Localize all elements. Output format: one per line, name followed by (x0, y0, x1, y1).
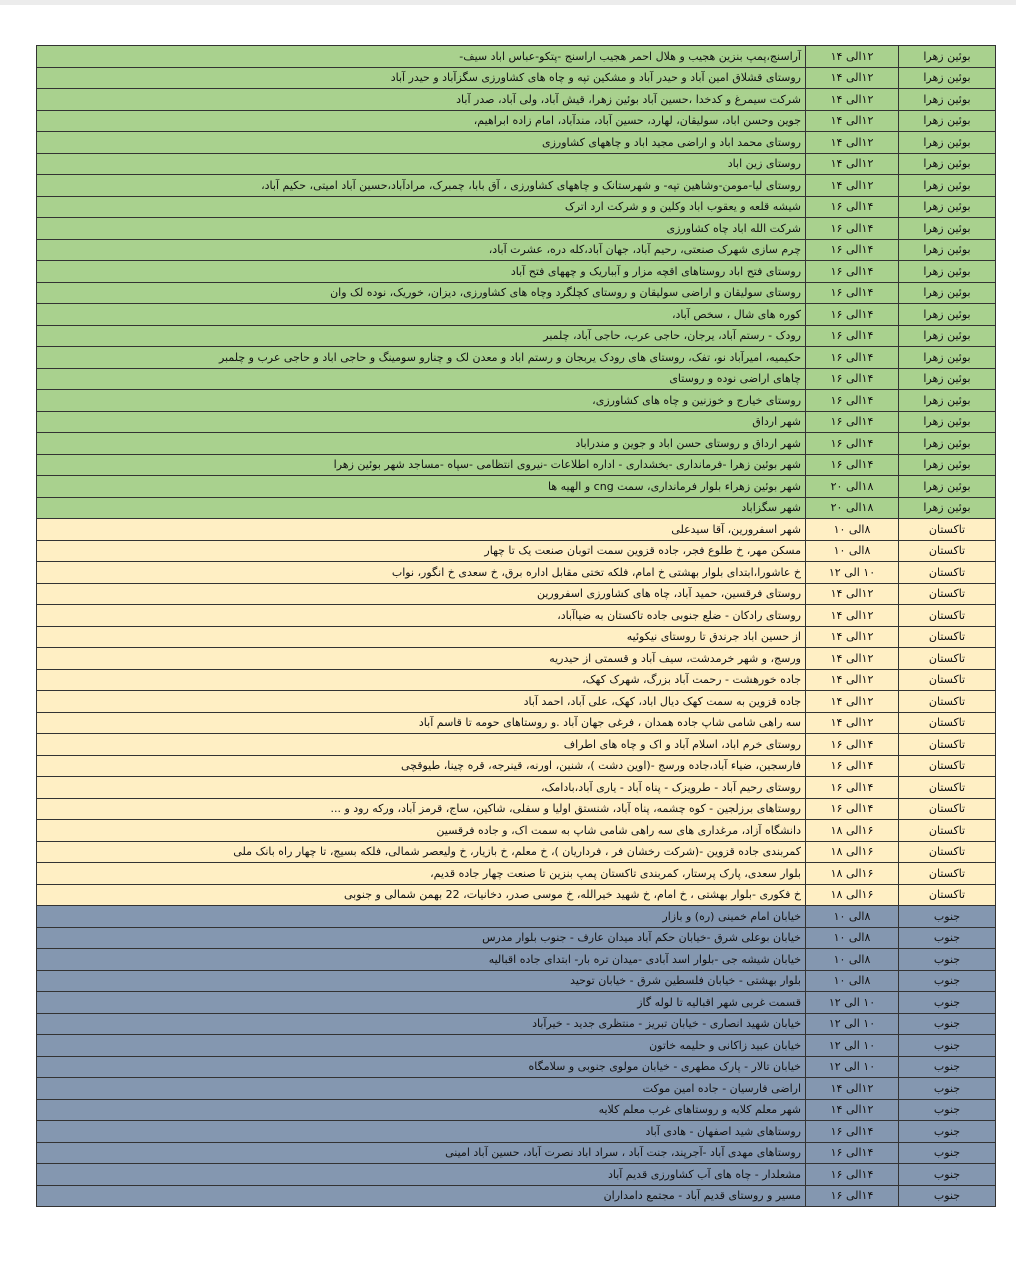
region-cell: تاکستان (899, 626, 996, 648)
area-cell: سه راهی شامی شاپ جاده همدان ، فرغی جهان آباد .و روستاهای حومه تا قاسم آباد (37, 712, 806, 734)
area-cell: روستای قشلاق امین آباد و حیدر آباد و مشکین تپه و چاه های کشاورزی سگزآباد و حیدر آباد (37, 67, 806, 89)
time-cell: ۱۰ الی ۱۲ (806, 1013, 899, 1035)
area-cell: روستای خرم اباد، اسلام آباد و اک و چاه های اطراف (37, 734, 806, 756)
time-cell: ۱۶الی ۱۸ (806, 820, 899, 842)
area-cell: مسکن مهر، خ طلوع فجر، جاده قزوین سمت اتوبان صنعت یک تا چهار (37, 540, 806, 562)
table-row (37, 605, 996, 627)
region-cell: تاکستان (899, 583, 996, 605)
area-cell: شهر ارداق و روستای حسن اباد و جوین و مندراباد (37, 433, 806, 455)
region-cell: تاکستان (899, 648, 996, 670)
time-cell: ۱۲الی ۱۴ (806, 110, 899, 132)
time-cell: ۱۴الی ۱۶ (806, 1185, 899, 1207)
time-cell: ۱۴الی ۱۶ (806, 433, 899, 455)
area-cell: خیابان شیشه جی -بلوار اسد آبادی -میدان تره بار- ابتدای جاده اقبالیه (37, 949, 806, 971)
time-cell: ۸الی ۱۰ (806, 906, 899, 928)
region-cell: جنوب (899, 927, 996, 949)
table-row (37, 1078, 996, 1100)
area-cell: روستاهای برزلجین - کوه چشمه، پناه آباد، شنستق اولیا و سفلی، شاکین، ساج، قرمز آباد، ورکه رود و ... (37, 798, 806, 820)
table-row (37, 132, 996, 154)
area-cell: رودک - رستم آباد، یرجان، حاجی عرب، حاجی آباد، چلمبر (37, 325, 806, 347)
time-cell: ۱۲الی ۱۴ (806, 67, 899, 89)
time-cell: ۱۴الی ۱۶ (806, 196, 899, 218)
time-cell: ۱۴الی ۱۶ (806, 454, 899, 476)
time-cell: ۱۶الی ۱۸ (806, 841, 899, 863)
time-cell: ۱۸الی ۲۰ (806, 476, 899, 498)
table-row (37, 497, 996, 519)
time-cell: ۱۲الی ۱۴ (806, 89, 899, 111)
time-cell: ۱۰ الی ۱۲ (806, 1056, 899, 1078)
table-row (37, 347, 996, 369)
time-cell: ۱۲الی ۱۴ (806, 1078, 899, 1100)
top-strip (0, 0, 1016, 5)
area-cell: شهر بوئین زهراء بلوار فرمانداری، سمت cng و الهیه ها (37, 476, 806, 498)
region-cell: بوئین زهرا (899, 497, 996, 519)
table-row (37, 46, 996, 68)
area-cell: از حسین اباد جرندق تا روستای نیکوئیه (37, 626, 806, 648)
area-cell: بلوار سعدی، پارک پرستار، کمربندی تاکستان پمپ بنزین تا صنعت چهار جاده قدیم، (37, 863, 806, 885)
table-row (37, 820, 996, 842)
region-cell: بوئین زهرا (899, 175, 996, 197)
area-cell: دانشگاه آزاد، مرغداری های سه راهی شامی شاپ به سمت اک، و جاده فرقسین (37, 820, 806, 842)
area-cell: کوره های شال ، سخص آباد، (37, 304, 806, 326)
table-row (37, 261, 996, 283)
area-cell: بلوار بهشتی - خیابان فلسطین شرق - خیابان توحید (37, 970, 806, 992)
region-cell: تاکستان (899, 562, 996, 584)
region-cell: تاکستان (899, 519, 996, 541)
region-cell: بوئین زهرا (899, 67, 996, 89)
region-cell: تاکستان (899, 669, 996, 691)
region-cell: جنوب (899, 1035, 996, 1057)
table-row (37, 1013, 996, 1035)
region-cell: بوئین زهرا (899, 218, 996, 240)
table-row (37, 519, 996, 541)
time-cell: ۱۴الی ۱۶ (806, 777, 899, 799)
region-cell: بوئین زهرا (899, 110, 996, 132)
area-cell: کمربندی جاده قزوین -(شرکت رخشان فر ، فرداریان )، خ معلم، خ بازیار، خ ولیعصر شمالی، فلکه بسیج، تا چهار راه بانک ملی (37, 841, 806, 863)
time-cell: ۱۴الی ۱۶ (806, 368, 899, 390)
area-cell: فارسجین، ضیاء آباد،جاده ورسج -(اوین دشت )، شنین، اورنه، قینرجه، قره چینا، طیوقچی (37, 755, 806, 777)
table-row (37, 669, 996, 691)
time-cell: ۱۲الی ۱۴ (806, 46, 899, 68)
time-cell: ۱۴الی ۱۶ (806, 798, 899, 820)
table-row (37, 153, 996, 175)
table-row (37, 218, 996, 240)
area-cell: چرم سازی شهرک صنعتی، رحیم آباد، جهان آباد،کله دره، عشرت آباد، (37, 239, 806, 261)
time-cell: ۱۲الی ۱۴ (806, 583, 899, 605)
region-cell: بوئین زهرا (899, 239, 996, 261)
time-cell: ۸الی ۱۰ (806, 540, 899, 562)
table-row (37, 239, 996, 261)
table-row (37, 411, 996, 433)
time-cell: ۱۶الی ۱۸ (806, 863, 899, 885)
region-cell: بوئین زهرا (899, 433, 996, 455)
region-cell: تاکستان (899, 820, 996, 842)
table-row (37, 175, 996, 197)
region-cell: بوئین زهرا (899, 261, 996, 283)
region-cell: جنوب (899, 1185, 996, 1207)
table-row (37, 1035, 996, 1057)
time-cell: ۱۲الی ۱۴ (806, 1099, 899, 1121)
table-row (37, 841, 996, 863)
region-cell: تاکستان (899, 777, 996, 799)
table-row (37, 476, 996, 498)
region-cell: تاکستان (899, 712, 996, 734)
region-cell: بوئین زهرا (899, 132, 996, 154)
table-row (37, 863, 996, 885)
area-cell: روستای رادکان - ضلع جنوبی جاده تاکستان به ضیاآباد، (37, 605, 806, 627)
area-cell: اراضی فارسیان - جاده امین موکت (37, 1078, 806, 1100)
table-row (37, 1056, 996, 1078)
area-cell: شرکت الله اباد چاه کشاورزی (37, 218, 806, 240)
region-cell: بوئین زهرا (899, 304, 996, 326)
region-cell: تاکستان (899, 798, 996, 820)
area-cell: مسیر و روستای قدیم آباد - مجتمع دامداران (37, 1185, 806, 1207)
area-cell: قسمت غربی شهر اقبالیه تا لوله گاز (37, 992, 806, 1014)
table-row (37, 1099, 996, 1121)
area-cell: جوین وحسن اباد، سولیقان، لهارد، حسین آباد، مندآباد، امام زاده ابراهیم، (37, 110, 806, 132)
region-cell: جنوب (899, 949, 996, 971)
area-cell: خ فکوری -بلوار بهشتی ، خ امام، خ شهید خیرالله، خ موسی صدر، دخانیات، 22 بهمن شمالی و جنوبی (37, 884, 806, 906)
area-cell: شهر سگزاباد (37, 497, 806, 519)
table-row (37, 626, 996, 648)
time-cell: ۱۲الی ۱۴ (806, 648, 899, 670)
area-cell: شهر ارداق (37, 411, 806, 433)
time-cell: ۱۴الی ۱۶ (806, 1142, 899, 1164)
region-cell: تاکستان (899, 884, 996, 906)
area-cell: روستاهای مهدی آباد -آجرپند، جنت آباد ، سراد اباد نصرت آباد، حسین آباد امینی (37, 1142, 806, 1164)
table-row (37, 949, 996, 971)
area-cell: خیابان شهید انصاری - خیابان تبریز - منتظری جدید - خیرآباد (37, 1013, 806, 1035)
table-row (37, 992, 996, 1014)
table-row (37, 1142, 996, 1164)
time-cell: ۱۴الی ۱۶ (806, 325, 899, 347)
table-row (37, 110, 996, 132)
time-cell: ۱۲الی ۱۴ (806, 153, 899, 175)
region-cell: تاکستان (899, 863, 996, 885)
area-cell: خیابان بوعلی شرق -خیابان حکم آباد میدان عارف - جنوب بلوار مدرس (37, 927, 806, 949)
table-row (37, 89, 996, 111)
area-cell: خ عاشورا،ابتدای بلوار بهشتی خ امام، فلکه تختی مقابل اداره برق، خ سعدی خ انگور، نواب (37, 562, 806, 584)
table-row (37, 755, 996, 777)
table-row (37, 927, 996, 949)
table-row (37, 648, 996, 670)
region-cell: بوئین زهرا (899, 153, 996, 175)
time-cell: ۱۲الی ۱۴ (806, 175, 899, 197)
region-cell: جنوب (899, 1164, 996, 1186)
time-cell: ۱۴الی ۱۶ (806, 411, 899, 433)
area-cell: روستای فتح اباد روستاهای اقچه مزار و آبباریک و چههای فتح آباد (37, 261, 806, 283)
time-cell: ۱۴الی ۱۶ (806, 390, 899, 412)
area-cell: روستای فرقسین، حمید آباد، چاه های کشاورزی اسفرورین (37, 583, 806, 605)
time-cell: ۸الی ۱۰ (806, 970, 899, 992)
area-cell: شهر اسفرورین، آقا سیدعلی (37, 519, 806, 541)
region-cell: بوئین زهرا (899, 368, 996, 390)
time-cell: ۱۰ الی ۱۲ (806, 562, 899, 584)
time-cell: ۱۴الی ۱۶ (806, 1164, 899, 1186)
time-cell: ۸الی ۱۰ (806, 927, 899, 949)
table-row (37, 906, 996, 928)
outage-schedule-table (36, 45, 996, 1207)
time-cell: ۱۲الی ۱۴ (806, 605, 899, 627)
time-cell: ۸الی ۱۰ (806, 519, 899, 541)
region-cell: جنوب (899, 906, 996, 928)
table-row (37, 798, 996, 820)
area-cell: خیابان تالار - پارک مطهری - خیابان مولوی جنوبی و سلامگاه (37, 1056, 806, 1078)
time-cell: ۱۲الی ۱۴ (806, 691, 899, 713)
region-cell: جنوب (899, 970, 996, 992)
area-cell: روستای زین اباد (37, 153, 806, 175)
region-cell: جنوب (899, 1056, 996, 1078)
region-cell: جنوب (899, 992, 996, 1014)
table-row (37, 712, 996, 734)
time-cell: ۱۲الی ۱۴ (806, 669, 899, 691)
table-row (37, 1185, 996, 1207)
table-row (37, 884, 996, 906)
table-row (37, 304, 996, 326)
region-cell: بوئین زهرا (899, 89, 996, 111)
region-cell: بوئین زهرا (899, 347, 996, 369)
time-cell: ۱۴الی ۱۶ (806, 734, 899, 756)
region-cell: بوئین زهرا (899, 325, 996, 347)
table-row (37, 1121, 996, 1143)
table-row (37, 777, 996, 799)
table-body (37, 46, 996, 1207)
area-cell: شهر بوئین زهرا -فرمانداری -بخشداری - اداره اطلاعات -نیروی انتظامی -سپاه -مساجد شهر بوئین زهرا (37, 454, 806, 476)
time-cell: ۱۴الی ۱۶ (806, 218, 899, 240)
time-cell: ۱۴الی ۱۶ (806, 239, 899, 261)
region-cell: بوئین زهرا (899, 282, 996, 304)
time-cell: ۱۰ الی ۱۲ (806, 992, 899, 1014)
time-cell: ۱۲الی ۱۴ (806, 712, 899, 734)
area-cell: روستای لیا-مومن-وشاهین تپه- و شهرستانک و چاههای کشاورزی ، آق بابا، چمبرک، مرادآباد،حسین آباد امیتی، حکیم آباد، (37, 175, 806, 197)
region-cell: جنوب (899, 1099, 996, 1121)
area-cell: روستای محمد اباد و اراضی مجید اباد و چاههای کشاورزی (37, 132, 806, 154)
area-cell: آراسنج،پمپ بنزین هجیب و هلال احمر هجیب اراسنج -پتکو-عباس اباد سیف- (37, 46, 806, 68)
table-row (37, 691, 996, 713)
time-cell: ۱۴الی ۱۶ (806, 755, 899, 777)
area-cell: شیشه قلعه و یعقوب اباد وکلین و و شرکت ارد اترک (37, 196, 806, 218)
table-row (37, 734, 996, 756)
time-cell: ۱۴الی ۱۶ (806, 347, 899, 369)
table-row (37, 1164, 996, 1186)
table-row (37, 540, 996, 562)
time-cell: ۱۴الی ۱۶ (806, 1121, 899, 1143)
table-row (37, 282, 996, 304)
area-cell: روستای خیارج و خوزنین و چاه های کشاورزی، (37, 390, 806, 412)
time-cell: ۱۲الی ۱۴ (806, 132, 899, 154)
area-cell: خیابان امام خمینی (ره) و بازار (37, 906, 806, 928)
table-row (37, 67, 996, 89)
region-cell: تاکستان (899, 841, 996, 863)
region-cell: بوئین زهرا (899, 196, 996, 218)
region-cell: تاکستان (899, 734, 996, 756)
time-cell: ۱۴الی ۱۶ (806, 304, 899, 326)
area-cell: جاده قزوین به سمت کهک دیال اباد، کهک، علی آباد، احمد آباد (37, 691, 806, 713)
time-cell: ۸الی ۱۰ (806, 949, 899, 971)
area-cell: مشعلدار - چاه های آب کشاورزی قدیم آباد (37, 1164, 806, 1186)
area-cell: خیابان عبید زاکانی و حلیمه خاتون (37, 1035, 806, 1057)
region-cell: بوئین زهرا (899, 390, 996, 412)
region-cell: جنوب (899, 1142, 996, 1164)
region-cell: تاکستان (899, 605, 996, 627)
region-cell: جنوب (899, 1121, 996, 1143)
region-cell: بوئین زهرا (899, 411, 996, 433)
table-row (37, 454, 996, 476)
region-cell: تاکستان (899, 691, 996, 713)
time-cell: ۱۲الی ۱۴ (806, 626, 899, 648)
table-row (37, 390, 996, 412)
table-row (37, 562, 996, 584)
area-cell: روستای سولیقان و اراضی سولیقان و روستای کچلگرد وچاه های کشاورزی، دیزان، خوریک، نوده لک وان (37, 282, 806, 304)
time-cell: ۱۸الی ۲۰ (806, 497, 899, 519)
region-cell: بوئین زهرا (899, 454, 996, 476)
table-row (37, 433, 996, 455)
table-row (37, 325, 996, 347)
time-cell: ۱۴الی ۱۶ (806, 282, 899, 304)
area-cell: چاهای اراضی نوده و روستای (37, 368, 806, 390)
region-cell: بوئین زهرا (899, 46, 996, 68)
time-cell: ۱۴الی ۱۶ (806, 261, 899, 283)
region-cell: تاکستان (899, 540, 996, 562)
area-cell: حکیمیه، امیرآباد نو، تفک، روستای های رودک یربجان و رستم اباد و معدن لک و چنارو سومینگ و حاجی اباد و حاجی عرب و چلمبر (37, 347, 806, 369)
time-cell: ۱۶الی ۱۸ (806, 884, 899, 906)
region-cell: جنوب (899, 1078, 996, 1100)
region-cell: جنوب (899, 1013, 996, 1035)
time-cell: ۱۰ الی ۱۲ (806, 1035, 899, 1057)
table-row (37, 368, 996, 390)
table-row (37, 583, 996, 605)
region-cell: بوئین زهرا (899, 476, 996, 498)
region-cell: تاکستان (899, 755, 996, 777)
area-cell: ورسج، و شهر خرمدشت، سیف آباد و قسمتی از حیدریه (37, 648, 806, 670)
area-cell: شرکت سیمرغ و کدخدا ،حسین آباد بوئین زهرا، قیش آباد، ولی آباد، صدر آباد (37, 89, 806, 111)
table-row (37, 196, 996, 218)
area-cell: جاده خورهشت - رحمت آباد بزرگ، شهرک کهک، (37, 669, 806, 691)
table-row (37, 970, 996, 992)
area-cell: روستای رحیم آباد - طرویزک - پناه آباد - یاری آباد،بادامک، (37, 777, 806, 799)
area-cell: شهر معلم کلایه و روستاهای غرب معلم کلایه (37, 1099, 806, 1121)
area-cell: روستاهای شید اصفهان - هادی آباد (37, 1121, 806, 1143)
